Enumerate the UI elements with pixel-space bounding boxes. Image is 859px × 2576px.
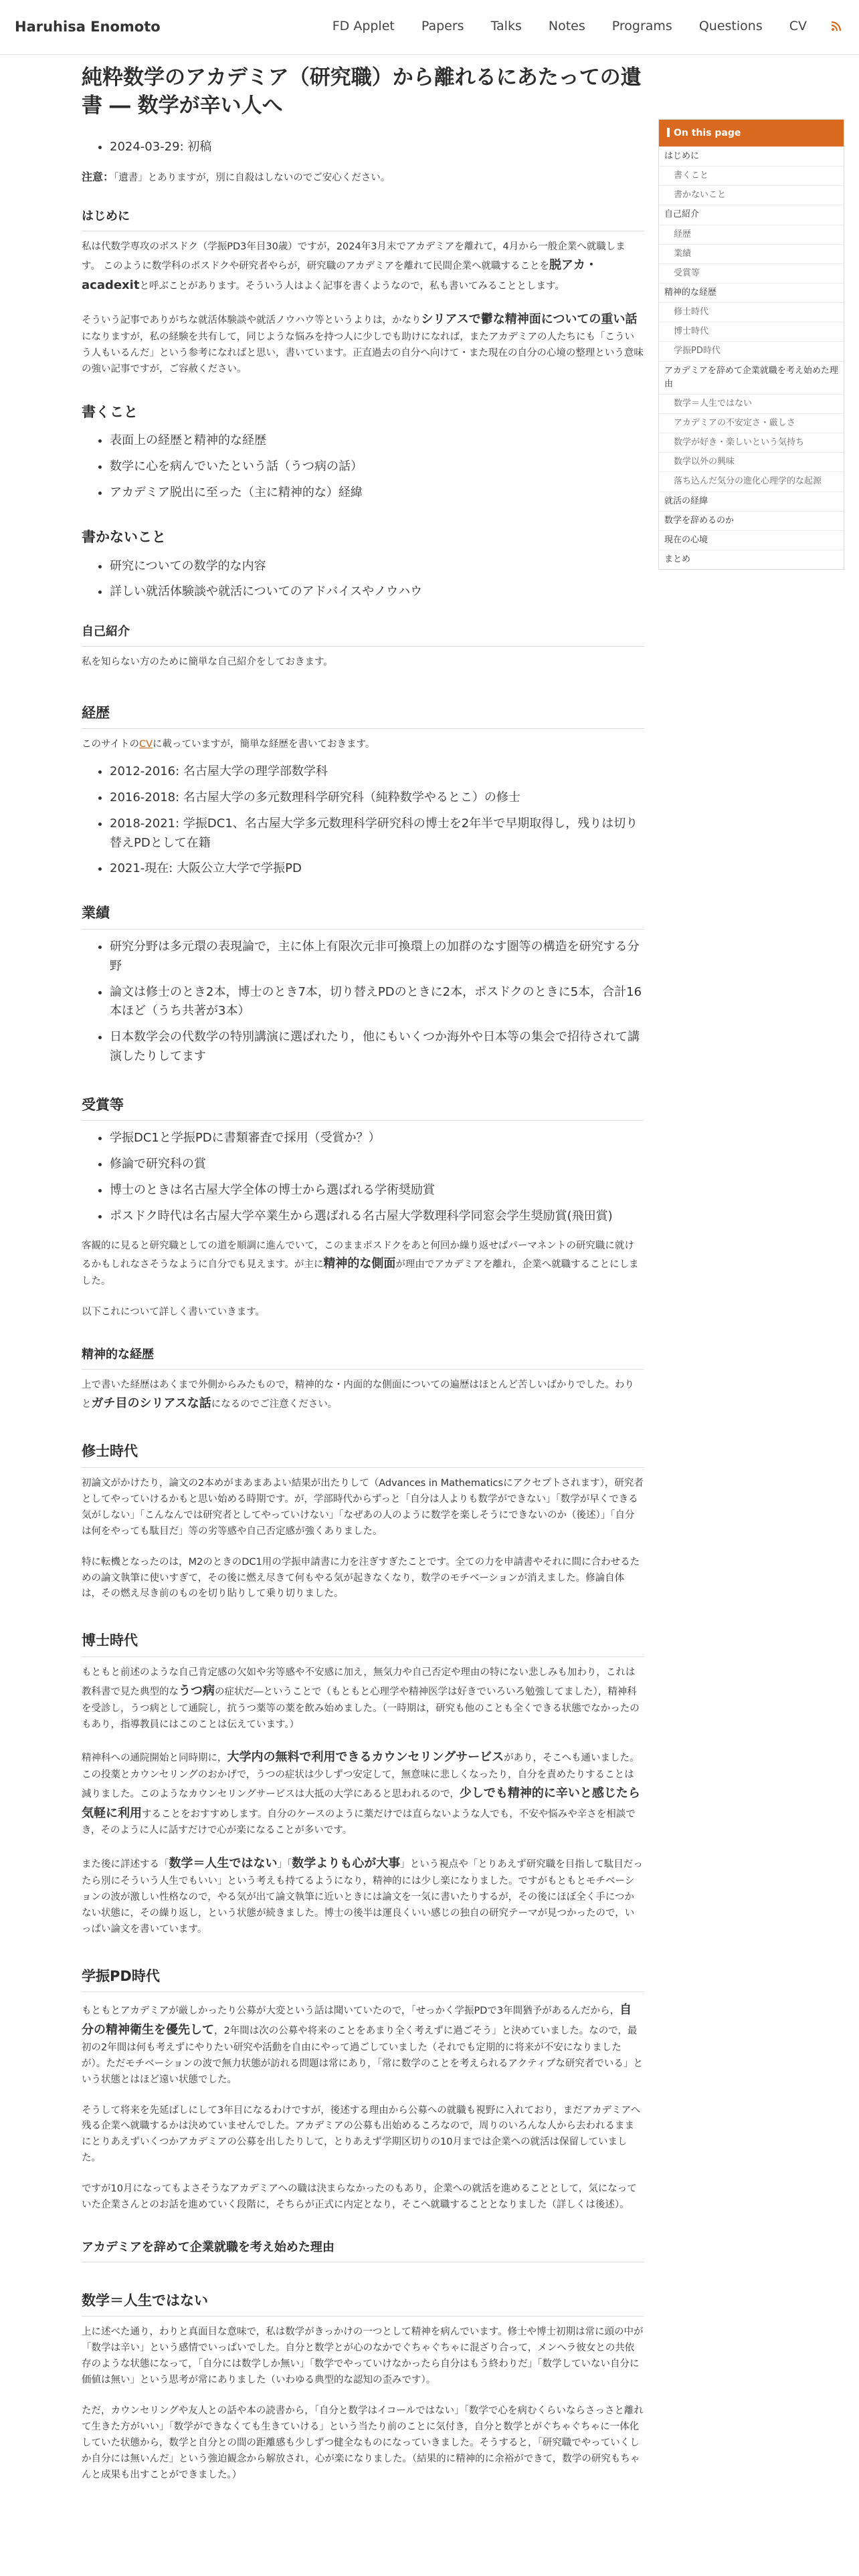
rss-icon[interactable] — [831, 19, 842, 33]
awards-paragraph-2: 以下これについて詳しく書いていきます。 — [82, 1307, 266, 1318]
write-list — [110, 431, 644, 502]
list-item: • 表面上の経歴と精神的な経歴 — [110, 431, 644, 451]
text: 」「 — [277, 1859, 292, 1870]
text: 客観的に見ると研究職としての道を順調に進んでいて，このままポスドクをあと何回か繰り返せばパーマネントの研究職に就けるかもしれなさそうなように自分でも見えます。が主に — [82, 1240, 634, 1271]
toc-item[interactable]: 書くこと — [659, 166, 844, 185]
revision-item: • 2024-03-29: 初稿 — [110, 138, 644, 157]
toc-item[interactable]: 落ち込んだ気分の進化心理学的な起源 — [659, 471, 844, 491]
nav-programs[interactable]: Programs — [611, 19, 672, 33]
doctor-paragraph-3 — [82, 1854, 644, 1937]
toc-item[interactable]: 数学を辞めるのか — [659, 511, 844, 530]
text: また後に詳述する「 — [82, 1859, 169, 1870]
list-item: • 研究についての数学的な内容 — [110, 557, 644, 576]
nav-notes[interactable]: Notes — [548, 19, 585, 33]
list-item: • 2018-2021: 学振DC1、名古屋大学多元数理科学研究科の博士を2年半で早期取得し，残りは切り替えPDとして在籍 — [110, 815, 644, 853]
list-item: • 数学に心を病んでいたという話（うつ病の話） — [110, 457, 644, 477]
doctor-paragraph-1 — [82, 1665, 644, 1733]
heading-reason: アカデミアを辞めて企業就職を考え始めた理由 — [82, 2238, 644, 2262]
self-intro-paragraph: 私を知らない方のために簡単な自己紹介をしておきます。 — [82, 656, 333, 667]
text: ，2年間は次の公募や将来のことをあまり全く考えずに過ごそう」と決めていました。なので，最初の2年間は何も考えずにやりたい研究や活動を自由にやって過ごしていました（それでも定期的に将来が不安になりましたが）。ただモチベーションの波で無力状態が訪れる問題は常にあり，「常に数学のことを考えられるアクティブな研究者でいる」という状態とはほど遠い状態でした。 — [82, 2026, 643, 2085]
heading-doctor: 博士時代 — [82, 1629, 644, 1657]
pd-paragraph-3: ですが10月になってもよさそうなアカデミアへの職は決まらなかったのもあり，企業への就活を進めることとして，気になっていた企業さんとのお話を進めていく段階に，そちらが正式に内定となり，そこへ就職することとなりました（詳しくは後述）。 — [82, 2183, 637, 2211]
strong-text: 数学よりも心が大事 — [292, 1856, 401, 1871]
list-item: • 2021-現在: 大阪公立大学で学振PD — [110, 859, 644, 879]
list-item: • 2012-2016: 名古屋大学の理学部数学科 — [110, 762, 644, 782]
nav-papers[interactable]: Papers — [421, 19, 464, 33]
main-nav — [306, 19, 842, 33]
text: になるのでご注意ください。 — [211, 1398, 338, 1410]
strong-text: 少しでも精神的に辛いと感じたら気軽に利用 — [82, 1786, 640, 1820]
revision-list — [110, 138, 644, 157]
toc-marker-icon — [667, 128, 670, 137]
text: になりますが，私の経験を共有して，同じような悩みを持つ人に少しでも助けになれば，またアカデミアの人たちにも「こういう人もいるんだ」という参考になればと思い，書いています。正直過去の自分へ向けて・また現在の自分の心境の整理という意味の強い記事ですが，ご容赦ください。 — [82, 332, 644, 374]
text: 精神科への通院開始と同時期に， — [82, 1753, 227, 1764]
toc-item[interactable]: 就活の経緯 — [659, 492, 844, 511]
master-paragraph-1: 初論文がかけたり，論文の2本めがまあまあよい結果が出たりして（Advances in Mathematicsにアクセプトされます），研究者としてやっていけるかもと思い始める時期です。が，学部時代からずっと「自分は人よりも数学ができない」「数学が早くできる気がしない」「こんなんでは研究者としてやっていけない」「なぜあの人のように数学を楽しそうにできないのか（後述）」「自分は何をやっても駄目だ」等の劣等感や自己否定感が強くありました。 — [82, 1477, 644, 1537]
toc-item[interactable]: 自己紹介 — [659, 205, 844, 224]
life-paragraph-1: 上に述べた通り，わりと真面目な意味で，私は数学がきっかけの一つとして精神を病んでいます。修士や博士初期は常に頭の中が「数学は辛い」という感情でいっぱいでした。自分と数学とが心のなかでぐちゃぐちゃに混ざり合って，メンヘラ彼女との共依存のような状態になって，「自分には数学しか無い」「数学でやっていけなかったら自分はもう終わりだ」「数学していない自分に価値は無い」という思考が常にありました（いわゆる典型的な認知の歪みです）。 — [82, 2327, 644, 2386]
strong-text: 数学＝人生ではない — [169, 1856, 278, 1871]
career-list — [110, 762, 644, 879]
mental-paragraph — [82, 1378, 644, 1414]
toc-item[interactable]: 数学以外の興味 — [659, 452, 844, 471]
strong-text: 精神的な側面 — [323, 1257, 396, 1271]
heading-not-write: 書かないこと — [82, 528, 166, 545]
toc-item[interactable]: アカデミアを辞めて企業就職を考え始めた理由 — [659, 361, 844, 394]
toc-item[interactable]: 学振PD時代 — [659, 341, 844, 360]
heading-life: 数学＝人生ではない — [82, 2289, 644, 2317]
toc-item[interactable]: 業績 — [659, 244, 844, 263]
doctor-paragraph-2 — [82, 1747, 644, 1839]
heading-self-intro: 自己紹介 — [82, 622, 644, 647]
toc-header — [659, 120, 844, 146]
toc-item[interactable]: 数学＝人生ではない — [659, 394, 844, 413]
text: 上で書いた経歴はあくまで外側からみたもので，精神的な・内面的な側面についての遍歴はほとんど苦しいばかりでした。わりと — [82, 1379, 634, 1410]
achievements-list — [110, 938, 644, 1067]
awards-list — [110, 1129, 644, 1226]
heading-achievements: 業績 — [82, 901, 644, 930]
text: が理由でアカデミアを離れ，企業へ就職することにしました。 — [82, 1259, 639, 1287]
text: もともとアカデミアが厳しかったり公募が大変という話は聞いていたので，「せっかく学振PDで3年間猶予があるんだから， — [82, 2006, 620, 2017]
text: に載っていますが，簡単な経歴を書いておきます。 — [153, 739, 375, 750]
strong-text: 大学内の無料で利用できるカウンセリングサービス — [227, 1750, 504, 1765]
toc-item[interactable]: 修士時代 — [659, 302, 844, 322]
toc-item[interactable]: 受賞等 — [659, 263, 844, 283]
heading-career: 経歴 — [82, 702, 644, 730]
strong-text: 自分の精神衛生を優先して — [82, 2003, 632, 2038]
toc-item[interactable]: アカデミアの不安定さ・厳しさ — [659, 413, 844, 433]
cv-link[interactable]: CV — [139, 739, 153, 750]
pd-paragraph-2: そうして将来を先延ばしにして3年目になるわけですが，後述する理由から公募への就職も視野に入れており，まだアカデミアへ残る企業へ就職するかは決めていませんでした。アカデミアの公募も出始めるころなので，周りのいろんな人から去われるままにとりあえずいくつかアカデミアの公募を出したりして，とりあえず学期区切りの10月までは企業への就活は保留していました。 — [82, 2105, 641, 2164]
strong-text: シリアスで鬱な精神面についての重い話 — [421, 312, 638, 327]
toc-item[interactable]: 現在の心境 — [659, 530, 844, 550]
text: そういう記事でありがちな就活体験談や就活ノウハウ等というよりは，かなり — [82, 315, 421, 326]
text: と呼ぶことがあります。そういう人はよく記事を書くようなので，私も書いてみることとします。 — [139, 280, 565, 292]
list-item: • ポスドク時代は名古屋大学卒業生から選ばれる名古屋大学数理科学同窓会学生奨励賞(飛田賞) — [110, 1207, 644, 1226]
intro-paragraph-2 — [82, 310, 644, 377]
heading-mental: 精神的な経歴 — [82, 1345, 644, 1370]
toc-item[interactable]: 経歴 — [659, 225, 844, 244]
strong-text: ガチ目のシリアスな話 — [91, 1396, 211, 1410]
career-paragraph — [82, 737, 644, 753]
nav-talks[interactable]: Talks — [490, 19, 522, 33]
list-item: • 日本数学会の代数学の特別講演に選ばれたり，他にもいくつか海外や日本等の集会で招待されて講演したりしてます — [110, 1028, 644, 1067]
heading-master: 修士時代 — [82, 1440, 644, 1468]
toc-title: On this page — [674, 128, 741, 138]
nav-questions[interactable]: Questions — [698, 19, 763, 33]
note-label: 注意： — [82, 171, 114, 184]
list-item: • 研究分野は多元環の表現論で，主に体上有限次元非可換環上の加群のなす圏等の構造を研究する分野 — [110, 938, 644, 976]
list-item: • 論文は修士のとき2本，博士のとき7本，切り替えPDのときに2本，ポスドクのときに5本，合計16本ほど（うち共著が3本） — [110, 983, 644, 1022]
pd-paragraph-1 — [82, 2000, 644, 2088]
life-paragraph-2: ただ，カウンセリングや友人との話や本の読書から，「自分と数学はイコールではない」「数学で心を病むくらいならさっさと離れて生きた方がいい」「数学ができなくても生きていける」という当たり前のことに気付き，自分と数学とがぐちゃぐちゃに一体化していた状態から，数学と自分との間の距離感も少しずつ健全なものになっていきました。そうすると，「研究職でやっていくしか自分には無いんだ」という強迫観念から解放され，心が楽になりました。（結果的に精神的に余裕ができて，数学の研究もちゃんと成果も出すことができました。） — [82, 2405, 644, 2480]
toc-list — [659, 146, 844, 569]
awards-paragraph-1 — [82, 1239, 644, 1291]
toc-item[interactable]: 博士時代 — [659, 322, 844, 341]
text: もともと前述のような自己肯定感の欠如や劣等感や不安感に加え，無気力や自己否定や理由の特にない悲しみも加わり，これは教科書で見た典型的な — [82, 1667, 636, 1697]
text: このサイトの — [82, 739, 139, 750]
master-paragraph-2: 特に転機となったのは，M2のときのDC1用の学振申請書に力を注ぎすぎたことです。全ての力を申請書やそれに間に合わせるための論文執筆に使いすぎて，その後に燃え尽きて何もやる気が起きなくなり，数学のモチベーションが消えました。修論自体は，その燃え尽き前のものを切り貼りして乗り切りました。 — [82, 1556, 640, 1600]
list-item: • 2016-2018: 名古屋大学の多元数理科学研究科（純粋数学やるとこ）の修士 — [110, 788, 644, 808]
table-of-contents — [658, 119, 844, 570]
list-item: • アカデミア脱出に至った（主に精神的な）経緯 — [110, 484, 644, 503]
toc-item[interactable]: 書かないこと — [659, 185, 844, 205]
text: 私は代数学専攻のポスドク（学振PD3年目30歳）ですが，2024年3月末でアカデミアを離れて，4月から一般企業へ就職します。 このように数学科のポスドクや研究者やらが，研究職のアカデミアを離れて民間企業へ就職することを — [82, 241, 626, 272]
heading-write: 書くこと — [82, 403, 138, 420]
toc-item[interactable]: まとめ — [659, 550, 844, 569]
page-title: 純粋数学のアカデミア（研究職）から離れるにあたっての遺書 ― 数学が辛い人へ — [82, 66, 642, 118]
text: 」という視点や「とりあえず研究職を目指して駄目だったら別にそういう人生でもいい」という考えも持てるようになり，精神的には少し楽になりました。ですがもともとモチベーションの波が激しい性格なので，やる気が出て論文執筆に近いときには論文を一気に書いたりするが，その後にほぼ全く手につかない状態に，その繰り返し，という状態が続きました。博士の後半は運良くいい感じの独自の研究テーマが見つかったので，いっぱい論文を書いています。 — [82, 1859, 643, 1935]
strong-text: 脱アカ・acadexit — [82, 258, 597, 292]
list-item: • 詳しい就活体験談や就活についてのアドバイスやノウハウ — [110, 582, 644, 602]
toc-item[interactable]: 精神的な経歴 — [659, 283, 844, 302]
toc-item[interactable]: 数学が好き・楽しいという気持ち — [659, 433, 844, 452]
note-text: 「遺書」とありますが，別に自殺はしないのでご安心ください。 — [114, 173, 391, 184]
strong-text: うつ病 — [179, 1683, 215, 1698]
not-write-list — [110, 557, 644, 603]
list-item: • 学振DC1と学振PDに書類審査で採用（受賞か？） — [110, 1129, 644, 1148]
nav-fd-applet[interactable]: FD Applet — [332, 19, 395, 33]
list-item: • 修論で研究科の賞 — [110, 1155, 644, 1174]
note-paragraph — [82, 169, 644, 187]
toc-item[interactable]: はじめに — [659, 146, 844, 166]
heading-pd: 学振PD時代 — [82, 1965, 644, 1993]
heading-intro: はじめに — [82, 207, 644, 231]
text: の症状だ―ということで（もともと心理学や精神医学は好きでいろいろ勉強してました），精神科を受診し，うつ病として通院し，抗うつ薬等の薬を飲み始めました。（一時期は，研究も他のことも全くできる状態でなかったのもあり，指導教員にはこのことは伝えています。） — [82, 1686, 640, 1730]
heading-awards: 受賞等 — [82, 1093, 644, 1121]
nav-cv[interactable]: CV — [789, 19, 807, 33]
site-title[interactable]: Haruhisa Enomoto — [15, 19, 161, 35]
text: することをおすすめします。自分のケースのように薬だけでは直らないような人でも，不安や悩みや辛さを相談でき，そのように人に話すだけで心が楽になることが多いです。 — [82, 1808, 636, 1836]
article — [82, 64, 644, 2493]
list-item: • 博士のときは名古屋大学全体の博士から選ばれる学術奨励賞 — [110, 1181, 644, 1200]
intro-paragraph-1 — [82, 239, 644, 295]
site-header — [0, 0, 859, 55]
text: があり，そこへも通いました。この投薬とカウンセリングのおかげで，うつの症状は少しずつ安定して，無意味に悲しくなったり，自分を責めたりすることは減りました。このようなカウンセリングサービスは大抵の大学にあると思われるので， — [82, 1753, 640, 1800]
